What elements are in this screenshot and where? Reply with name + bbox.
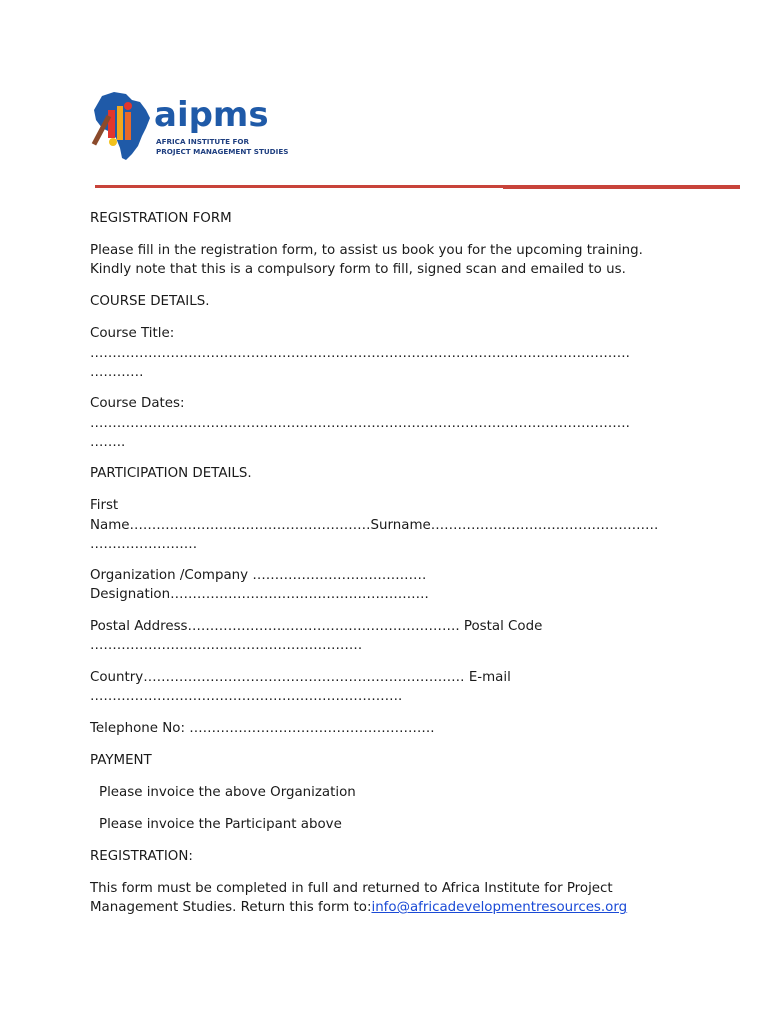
aipms-logo xyxy=(88,88,308,166)
course-dates-field-cont[interactable]: …….. xyxy=(90,435,126,450)
email-field[interactable]: ……………………………………………………………. xyxy=(90,689,403,704)
payment-option-organization[interactable]: Please invoice the above Organization xyxy=(99,785,356,800)
email-link[interactable]: info@africadevelopmentresources.org xyxy=(371,900,628,915)
name-surname-field-cont[interactable]: …………………… xyxy=(90,537,198,552)
header-divider xyxy=(95,185,740,188)
organization-field[interactable]: Organization /Company ………………………………… xyxy=(90,568,427,583)
course-title-label: Course Title: xyxy=(90,326,175,341)
closing-line-2-text: Management Studies. Return this form to: xyxy=(90,900,372,915)
logo-subtitle-line1: AFRICA INSTITUTE FOR xyxy=(156,137,250,146)
postal-address-field[interactable]: Postal Address……………………………………………………. Postal Code xyxy=(90,619,543,634)
payment-heading: PAYMENT xyxy=(90,753,152,768)
logo-subtitle-line2: PROJECT MANAGEMENT STUDIES xyxy=(156,147,289,156)
africa-map-icon xyxy=(88,88,308,166)
first-name-label: First xyxy=(90,498,119,513)
course-title-field[interactable]: …………………………………………………………………………………………………………. xyxy=(90,346,630,361)
closing-line-2 xyxy=(90,898,627,917)
registration-heading: REGISTRATION: xyxy=(90,849,193,864)
payment-option-participant[interactable]: Please invoice the Participant above xyxy=(99,817,342,832)
course-dates-label: Course Dates: xyxy=(90,396,185,411)
intro-line-2: Kindly note that this is a compulsory form to fill, signed scan and emailed to us. xyxy=(90,262,626,277)
country-field[interactable]: Country……………………………………………………………… E-mail xyxy=(90,670,511,685)
postal-code-field[interactable]: ……………………………………………………. xyxy=(90,638,363,653)
name-surname-field[interactable]: Name………………………………………………Surname…………………………………………… xyxy=(90,518,659,533)
intro-line-1: Please fill in the registration form, to assist us book you for the upcoming training. xyxy=(90,243,643,258)
telephone-field[interactable]: Telephone No: ………………………………………………. xyxy=(90,721,435,736)
course-details-heading: COURSE DETAILS. xyxy=(90,294,210,309)
logo-wordmark: aipms xyxy=(154,95,269,135)
participation-details-heading: PARTICIPATION DETAILS. xyxy=(90,466,252,481)
form-title: REGISTRATION FORM xyxy=(90,211,232,226)
designation-field[interactable]: Designation…………………………………………………. xyxy=(90,587,429,602)
closing-line-1: This form must be completed in full and returned to Africa Institute for Project xyxy=(90,881,613,896)
course-title-field-cont[interactable]: ………… xyxy=(90,365,144,380)
course-dates-field[interactable]: …………………………………………………………………………………………………………. xyxy=(90,416,630,431)
